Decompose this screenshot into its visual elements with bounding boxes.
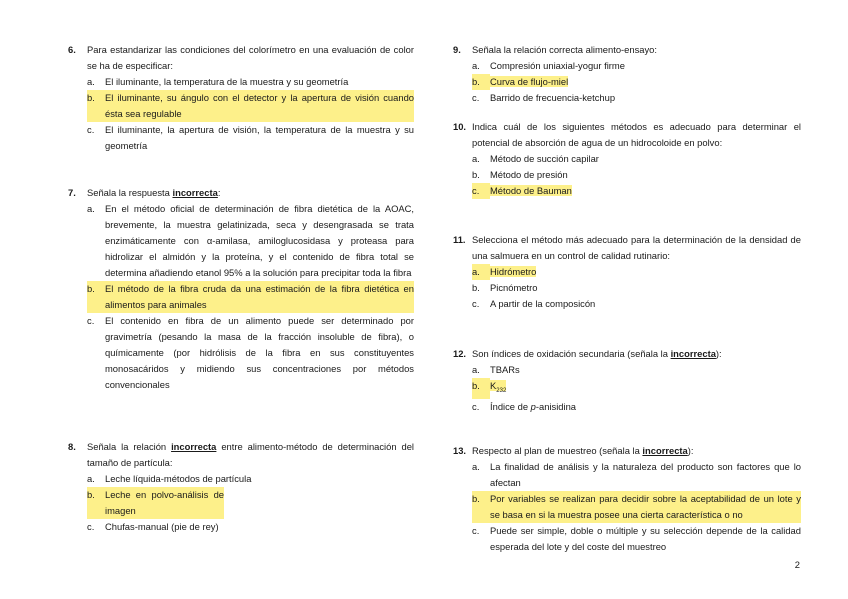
option-text: El iluminante, la apertura de visión, la temperatura de la muestra y su geometría (105, 124, 414, 151)
option-letter: c. (87, 521, 95, 532)
option-b-correct (87, 281, 414, 313)
option-letter: c. (472, 92, 480, 103)
question-text: Respecto al plan de muestreo (señala la incorrecta): (472, 445, 694, 456)
question-9 (453, 42, 801, 106)
option-c (87, 313, 414, 393)
question-stem (453, 42, 801, 58)
option-letter: c. (472, 183, 490, 199)
question-stem (68, 42, 414, 74)
option-letter: b. (472, 491, 490, 523)
option-c (87, 122, 414, 154)
question-text: Indica cuál de los siguientes métodos es adecuado para determinar el potencial de absorción de agua de un hidrocoloide en polvo: (472, 121, 801, 148)
question-13 (453, 443, 801, 555)
question-stem (453, 443, 801, 459)
option-a (472, 58, 801, 74)
option-letter: a. (87, 76, 95, 87)
question-10 (453, 119, 801, 199)
option-text: El iluminante, la temperatura de la muestra y su geometría (105, 76, 349, 87)
emphasis-incorrecta: incorrecta (642, 445, 688, 456)
option-b-correct (87, 487, 224, 519)
option-text: En el método oficial de determinación de fibra dietética de la AOAC, brevemente, la muestra gelatinizada, seca y desengrasada se trata enzimáticamente con α-amilasa, amiloglucosidasa y proteasa para hidrolizar el almidón y la proteína, y el contenido de fibra total se determina añadiendo etanol 95% a la solución para precipitar toda la fibra (105, 203, 414, 278)
emphasis-incorrecta: incorrecta (670, 348, 716, 359)
emphasis-incorrecta: incorrecta (172, 187, 218, 198)
question-text: Selecciona el método más adecuado para la determinación de la densidad de una salmuera en un control de calidad rutinario: (472, 234, 801, 261)
option-letter: a. (472, 153, 480, 164)
option-text: TBARs (490, 364, 520, 375)
option-letter: b. (472, 74, 490, 90)
option-text: Índice de p-anisidina (490, 400, 577, 412)
option-text: Método de presión (490, 169, 568, 180)
option-text: Chufas-manual (pie de rey) (105, 521, 219, 532)
option-text: A partir de la composicón (490, 298, 596, 309)
option-letter: b. (472, 169, 480, 180)
option-a (87, 471, 414, 487)
question-number: 10. (453, 121, 467, 132)
option-text: El iluminante, su ángulo con el detector y la apertura de visión cuando ésta sea regulable (105, 90, 414, 122)
question-stem (453, 346, 801, 362)
option-letter: c. (87, 124, 95, 135)
option-text: El contenido en fibra de un alimento puede ser determinado por gravimetría (pesando la masa de la fracción insoluble de fibra), o químicamente (por hidrólisis de la fibra en sus constituyentes monosacáridos y midiendo sus concentraciones por métodos convencionales (105, 315, 414, 390)
option-b-correct (87, 90, 414, 122)
question-8 (68, 439, 414, 535)
page-number: 2 (794, 559, 800, 570)
question-number: 12. (453, 348, 467, 359)
question-stem (68, 185, 414, 201)
option-c-correct (472, 183, 801, 199)
option-letter: b. (87, 487, 105, 519)
question-text: Señala la relación correcta alimento-ensayo: (472, 44, 657, 55)
option-a (472, 362, 801, 378)
option-letter: a. (472, 60, 480, 71)
option-text: Compresión uniaxial-yogur firme (490, 60, 625, 71)
option-letter: c. (472, 400, 480, 412)
option-letter: c. (472, 298, 480, 309)
option-a (472, 459, 801, 491)
option-text: La finalidad de análisis y la naturaleza del producto son factores que lo afectan (490, 461, 801, 488)
question-stem (453, 232, 801, 264)
question-11 (453, 232, 801, 312)
option-letter: a. (472, 461, 480, 472)
option-letter: b. (472, 282, 480, 293)
question-stem (68, 439, 414, 471)
option-text: $K_{232}$ (490, 380, 507, 394)
option-b-correct (472, 378, 801, 399)
emphasis-incorrecta: incorrecta (171, 441, 217, 452)
option-c (472, 399, 801, 415)
option-b-correct (472, 491, 801, 523)
option-letter: a. (87, 473, 95, 484)
question-number: 8. (68, 441, 76, 452)
option-b (472, 280, 801, 296)
option-text: Método de Bauman (490, 185, 572, 196)
question-stem (453, 119, 801, 151)
option-letter: a. (472, 264, 490, 280)
option-b (472, 167, 801, 183)
question-6 (68, 42, 414, 154)
option-c (87, 519, 414, 535)
question-number: 11. (453, 234, 466, 245)
option-text: Puede ser simple, doble o múltiple y su selección depende de la calidad esperada del lote y del coste del muestreo (490, 525, 801, 552)
option-text: Barrido de frecuencia-ketchup (490, 92, 616, 103)
subscript: 232 (496, 387, 507, 394)
option-text: Leche líquida-métodos de partícula (105, 473, 252, 484)
option-c (472, 90, 801, 106)
option-text: Curva de flujo-miel (490, 76, 569, 87)
question-text: Señala la respuesta incorrecta: (87, 187, 221, 198)
option-letter: b. (87, 90, 105, 122)
question-7 (68, 185, 414, 393)
option-letter: a. (472, 364, 480, 375)
option-text: Método de succión capilar (490, 153, 599, 164)
option-text: Por variables se realizan para decidir sobre la aceptabilidad de un lote y se basa en si la muestra posee una cierta característica o no (490, 491, 801, 523)
question-number: 9. (453, 44, 461, 55)
question-text: Señala la relación incorrecta entre alimento-método de determinación del tamaño de partícula: (87, 441, 414, 468)
option-letter: a. (87, 203, 95, 214)
question-number: 13. (453, 445, 467, 456)
question-text: Para estandarizar las condiciones del colorímetro en una evaluación de color se ha de especificar: (87, 44, 414, 71)
option-b-correct (472, 74, 801, 90)
option-text: Leche en polvo-análisis de imagen (105, 487, 224, 519)
option-a-correct (472, 264, 801, 280)
option-text: Picnómetro (490, 282, 538, 293)
question-text: Son índices de oxidación secundaria (señala la incorrecta): (472, 348, 722, 359)
option-letter: b. (87, 281, 105, 313)
question-number: 7. (68, 187, 76, 198)
question-number: 6. (68, 44, 76, 55)
option-letter: b. (472, 378, 490, 399)
option-a (87, 74, 414, 90)
option-letter: c. (87, 315, 95, 326)
option-a (87, 201, 414, 281)
option-c (472, 523, 801, 555)
option-text: El método de la fibra cruda da una estimación de la fibra dietética en alimentos para animales (105, 281, 414, 313)
option-a (472, 151, 801, 167)
option-c (472, 296, 801, 312)
option-letter: c. (472, 525, 480, 536)
question-12 (453, 346, 801, 415)
option-text: Hidrómetro (490, 266, 537, 277)
